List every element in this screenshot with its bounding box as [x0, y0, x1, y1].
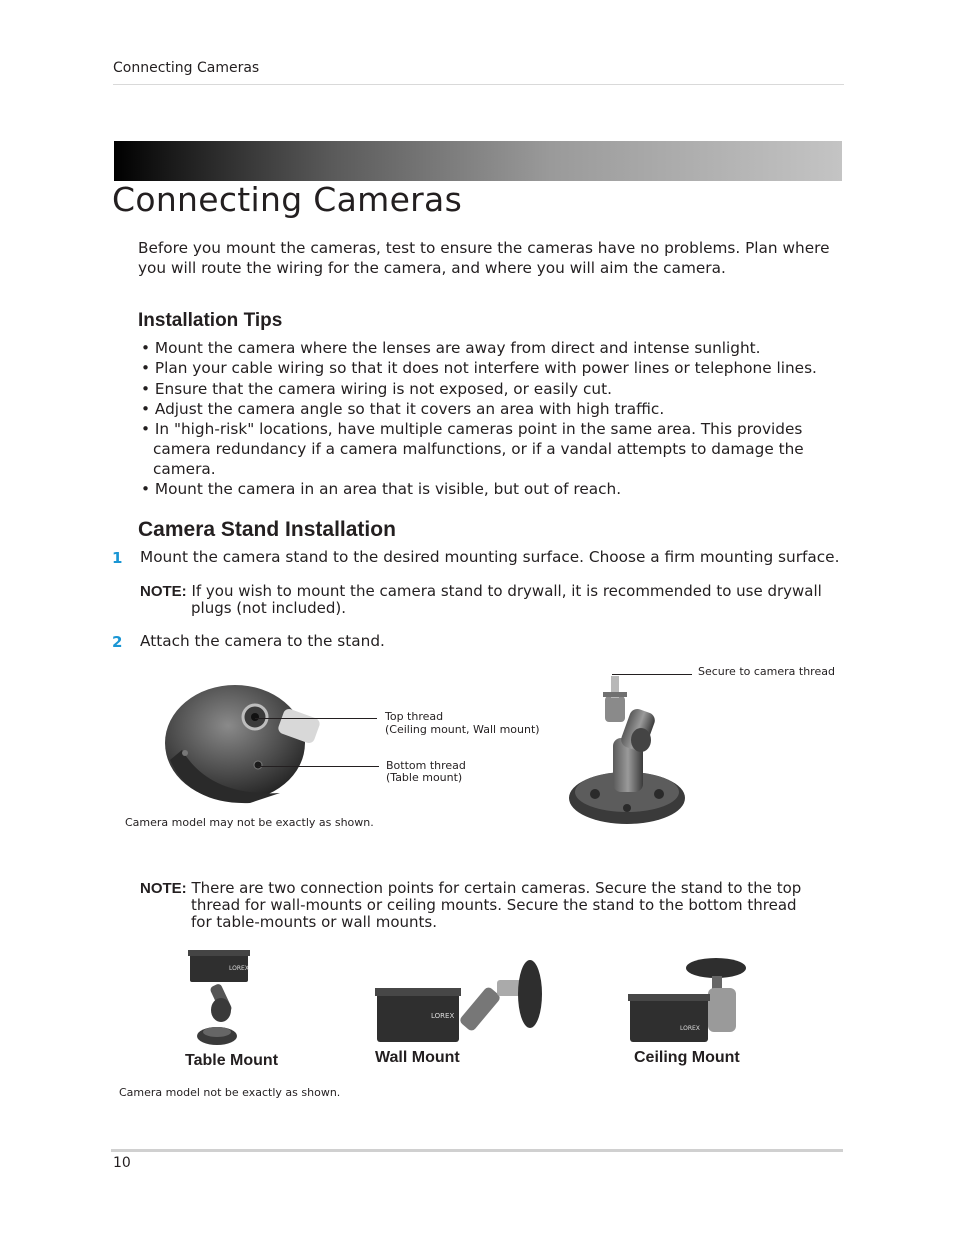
top-thread-label: Top thread [385, 710, 444, 723]
note-text-line2: thread for wall-mounts or ceiling mounts. Secure the stand to the bottom thread [191, 896, 797, 914]
note-connection-points [140, 880, 840, 897]
table-mount-label: Table Mount [185, 1052, 279, 1069]
brand-logo: LOREX [229, 965, 249, 972]
bottom-thread-sublabel: (Table mount) [386, 771, 463, 784]
running-header: Connecting Cameras [113, 60, 260, 76]
footer-divider [111, 1149, 843, 1152]
camera-stand-image [565, 668, 700, 828]
note-label: NOTE: [140, 880, 187, 897]
title-gradient-bar [114, 141, 842, 181]
brand-logo: LOREX [431, 1012, 455, 1020]
camera-stand-heading: Camera Stand Installation [138, 518, 396, 541]
stand-callout-line [612, 674, 692, 675]
note-drywall [140, 583, 840, 600]
brand-logo: LOREX [680, 1025, 700, 1032]
bottom-thread-label: Bottom thread [386, 759, 466, 772]
installation-tips-list [141, 338, 846, 500]
list-item: • Mount the camera where the lenses are away from direct and intense sunlight. [141, 339, 761, 357]
wall-mount-label: Wall Mount [375, 1049, 460, 1066]
note-text-line1: If you wish to mount the camera stand to drywall, it is recommended to use drywall [191, 582, 822, 600]
list-item: • In "high-risk" locations, have multiple cameras point in the same area. This provides camera redundancy if a camera malfunctions, or if a vandal attempts to damage the camera. [141, 420, 804, 479]
page-title: Connecting Cameras [112, 180, 463, 219]
installation-tips-heading: Installation Tips [138, 310, 283, 331]
step-1 [112, 548, 122, 567]
list-item: • Adjust the camera angle so that it covers an area with high traffic. [141, 399, 665, 418]
list-item: • Plan your cable wiring so that it does not interfere with power lines or telephone lines. [141, 359, 817, 378]
step-2 [112, 632, 122, 651]
figure-caption: Camera model may not be exactly as shown. [125, 816, 374, 829]
step-2-text: Attach the camera to the stand. [140, 632, 385, 650]
step-1-text: Mount the camera stand to the desired mounting surface. Choose a firm mounting surface. [140, 548, 840, 566]
page-number: 10 [113, 1155, 131, 1171]
bottom-thread-callout-line [258, 766, 379, 767]
stand-callout-label: Secure to camera thread [698, 665, 835, 678]
step-number: 2 [112, 633, 123, 651]
top-thread-sublabel: (Ceiling mount, Wall mount) [385, 723, 540, 736]
mounts-caption: Camera model not be exactly as shown. [119, 1086, 341, 1099]
header-divider [113, 84, 844, 85]
camera-rear-image [130, 665, 340, 810]
ceiling-mount-label: Ceiling Mount [634, 1049, 740, 1066]
note-text-line3: for table-mounts or wall mounts. [191, 913, 438, 931]
list-item: • Mount the camera in an area that is visible, but out of reach. [141, 480, 622, 499]
top-thread-callout-line [255, 718, 377, 719]
ceiling-mount-image [628, 956, 753, 1048]
list-item: • Ensure that the camera wiring is not exposed, or easily cut. [141, 379, 612, 398]
intro-paragraph: Before you mount the cameras, test to ensure the cameras have no problems. Plan where you will route the wiring for the camera, and where you will aim the camera. [138, 239, 830, 277]
note-label: NOTE: [140, 583, 187, 600]
note-text-line1: There are two connection points for certain cameras. Secure the stand to the top [191, 879, 802, 897]
step-number: 1 [112, 549, 123, 567]
table-mount-image [185, 950, 255, 1048]
wall-mount-image [375, 958, 545, 1048]
note-text-line2: plugs (not included). [191, 599, 346, 617]
